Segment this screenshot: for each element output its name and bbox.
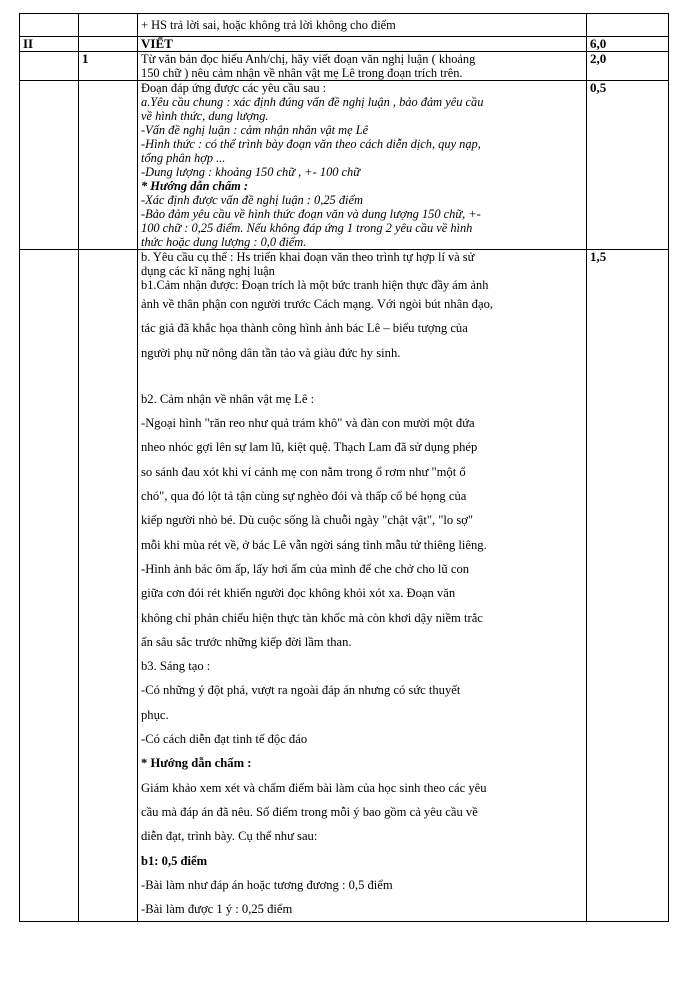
part-cell: [20, 52, 79, 81]
b2-text: mỗi khi mùa rét về, ở bác Lê vẫn ngời sáng tình mẫu tử thiêng liêng.: [141, 537, 487, 552]
question-cell: [79, 37, 138, 52]
b2-text: nheo nhóc gợi lên sự lam lũ, kiệt quệ. Thạch Lam đã sử dụng phép: [141, 440, 478, 455]
guide-item: -Xác định được vấn đề nghị luận : 0,25 điểm: [141, 193, 363, 207]
question-cell: [79, 81, 138, 250]
b2-text: giữa cơn đói rét khiến người đọc không khỏi xót xa. Đoạn văn: [141, 586, 456, 601]
guide-heading: * Hướng dẫn chấm :: [141, 756, 252, 771]
table-row: [20, 81, 669, 250]
requirement-item: về hình thức, dung lượng.: [141, 109, 269, 123]
content-cell: [138, 14, 587, 37]
part-number: II: [23, 36, 34, 51]
b2-text: chó", qua đó lột tả tận cùng sự nghèo đói và thấp cổ bé họng của: [141, 489, 467, 504]
requirement-score: 0,5: [590, 80, 607, 95]
requirement-item: -Hình thức : có thể trình bày đoạn văn theo cách diễn dịch, quy nạp,: [141, 137, 481, 151]
specific-requirement: b. Yêu cầu cụ thể : Hs triển khai đoạn văn theo trình tự hợp lí và sử: [141, 250, 475, 264]
content-cell: [138, 52, 587, 81]
scoring-item: -Bài làm được 1 ý : 0,25 điểm: [141, 902, 293, 917]
content-cell: [138, 250, 587, 922]
guide-text: diễn đạt, trình bày. Cụ thể như sau:: [141, 829, 318, 844]
scoring-item: -Bài làm như đáp án hoặc tương đương : 0,5 điểm: [141, 877, 393, 892]
requirement-item: -Vấn đề nghị luận : cảm nhận nhân vật mẹ Lê: [141, 123, 369, 137]
note-text: + HS trả lời sai, hoặc không trả lời không cho điểm: [141, 18, 396, 32]
guide-item: 100 chữ : 0,25 điểm. Nếu không đáp ứng 1 trong 2 yêu cầu về hình: [141, 221, 473, 235]
question-cell: [79, 52, 138, 81]
score-cell: [587, 37, 669, 52]
b1-score-heading: b1: 0,5 điểm: [141, 853, 208, 868]
b2-text: kiếp người nhỏ bé. Dù cuộc sống là chuỗi ngày "chật vật", "lo sợ": [141, 513, 474, 528]
table-row: [20, 37, 669, 52]
b2-text: ẩn sâu sắc trước những kiếp đời lầm than.: [141, 634, 352, 649]
part-cell: [20, 81, 79, 250]
part-cell: [20, 14, 79, 37]
score-cell: [587, 52, 669, 81]
section-title: VIẾT: [141, 36, 173, 51]
question-cell: [79, 14, 138, 37]
question-text: Từ văn bản đọc hiểu Anh/chị, hãy viết đoạn văn nghị luận ( khoảng: [141, 52, 476, 66]
b2-text: -Ngoại hình "răn reo như quả trám khô" và đàn con mười một đứa: [141, 416, 475, 431]
question-score: 2,0: [590, 51, 607, 66]
specific-score: 1,5: [590, 249, 607, 264]
b3-heading: b3. Sáng tạo :: [141, 659, 211, 674]
b2-text: không chỉ phản chiếu hiện thực tàn khốc mà còn khơi dậy niềm trắc: [141, 610, 483, 625]
b2-text: -Hình ảnh bác ôm ấp, lấy hơi ấm của mình để che chở cho lũ con: [141, 561, 470, 576]
guide-item: -Bảo đảm yêu cầu về hình thức đoạn văn và dung lượng 150 chữ, +-: [141, 207, 481, 221]
specific-requirement: dụng các kĩ năng nghị luận: [141, 264, 275, 278]
content-cell: [138, 37, 587, 52]
requirement-item: tổng phân hợp ...: [141, 151, 226, 165]
guide-text: cầu mà đáp án đã nêu. Số điểm trong mỗi ý bao gồm cả yêu cầu về: [141, 804, 478, 819]
b1-text: ảnh về thân phận con người trước Cách mạng. Với ngòi bút nhân đạo,: [141, 297, 494, 311]
question-number: 1: [82, 51, 89, 66]
b3-text: phục.: [141, 707, 169, 722]
guide-heading: * Hướng dẫn chấm :: [141, 179, 249, 193]
score-cell: [587, 81, 669, 250]
guide-item: thức hoặc dung lượng : 0,0 điểm.: [141, 235, 307, 249]
b2-heading: b2. Cảm nhận về nhân vật mẹ Lê :: [141, 391, 315, 406]
section-score: 6,0: [590, 36, 607, 51]
question-text: 150 chữ ) nêu cảm nhận về nhân vật mẹ Lê trong đoạn trích trên.: [141, 66, 463, 80]
grading-table: [19, 13, 669, 922]
table-row: [20, 52, 669, 81]
part-cell: [20, 37, 79, 52]
requirement-intro: Đoạn đáp ứng được các yêu cầu sau :: [141, 81, 327, 95]
table-row: [20, 250, 669, 922]
question-cell: [79, 250, 138, 922]
b1-text: người phụ nữ nông dân tần tảo và giàu đức hy sinh.: [141, 345, 401, 360]
b3-text: -Có cách diễn đạt tinh tế độc đáo: [141, 732, 308, 747]
content-cell: [138, 81, 587, 250]
score-cell: [587, 250, 669, 922]
b1-text: b1.Cảm nhận được: Đoạn trích là một bức tranh hiện thực đầy ám ảnh: [141, 278, 489, 292]
b1-text: tác giả đã khắc họa thành công hình ảnh bác Lê – biểu tượng của: [141, 321, 468, 336]
requirement-item: -Dung lượng : khoảng 150 chữ , +- 100 chữ: [141, 165, 361, 179]
b3-text: -Có những ý đột phá, vượt ra ngoài đáp án nhưng có sức thuyết: [141, 683, 461, 698]
table-row: [20, 14, 669, 37]
score-cell: [587, 14, 669, 37]
part-cell: [20, 250, 79, 922]
b2-text: so sánh đau xót khi ví cảnh mẹ con nằm trong ổ rơm như "một ổ: [141, 464, 466, 479]
requirement-item: a.Yêu cầu chung : xác định đúng vấn đề nghị luận , bảo đảm yêu cầu: [141, 95, 484, 109]
guide-text: Giám khảo xem xét và chấm điểm bài làm của học sinh theo các yêu: [141, 780, 487, 795]
